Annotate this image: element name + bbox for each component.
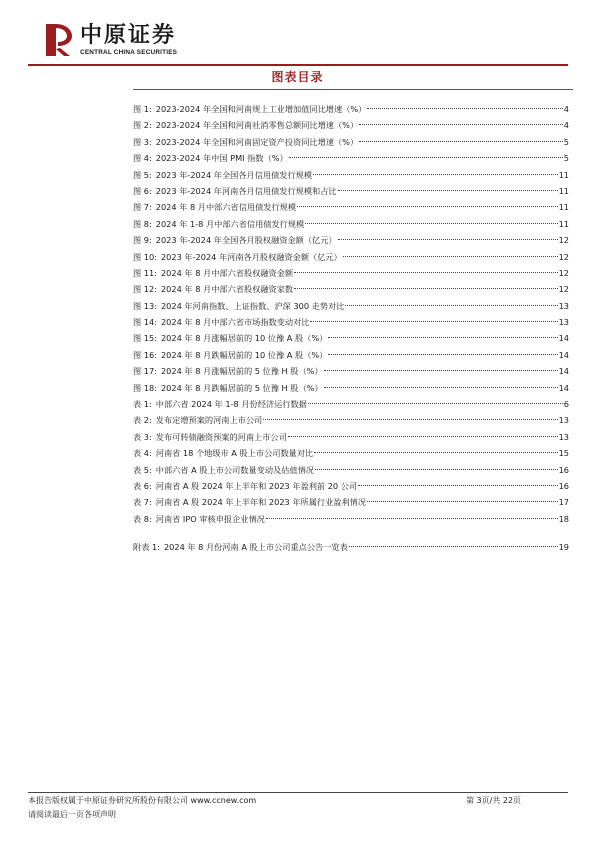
toc-leader-dots bbox=[328, 354, 557, 355]
toc-entry-page: 11 bbox=[558, 218, 569, 229]
toc-entry-page: 13 bbox=[558, 300, 569, 311]
toc-entry-label: 表 3: bbox=[133, 431, 152, 442]
toc-leader-dots bbox=[315, 469, 558, 470]
toc-entry[interactable] bbox=[133, 511, 569, 527]
toc-entry-title: 2024 年 8 月涨幅居前的 5 位豫 H 股（%） bbox=[160, 366, 323, 377]
toc-entry-page: 6 bbox=[563, 399, 569, 409]
toc-leader-dots bbox=[349, 546, 558, 547]
toc-entry-page: 15 bbox=[558, 448, 569, 459]
appendix-list bbox=[133, 539, 569, 555]
toc-entry-page: 13 bbox=[558, 415, 569, 426]
table-list bbox=[133, 396, 569, 527]
toc-entry-page: 16 bbox=[558, 464, 569, 475]
toc-entry-page: 17 bbox=[558, 497, 569, 508]
toc-entry-label: 表 4: bbox=[133, 448, 152, 459]
toc-entry-title: 2023 年-2024 年河南各月信用债发行规模和占比 bbox=[155, 185, 337, 196]
toc-entry-label: 图 14: bbox=[133, 317, 157, 328]
toc-entry-label: 图 12: bbox=[133, 284, 157, 295]
footer-page-number: 第 3页/共 22页 bbox=[466, 796, 522, 805]
toc-entry[interactable] bbox=[133, 412, 569, 428]
toc-entry-title: 2023 年-2024 年全国各月信用债发行规模 bbox=[155, 169, 313, 180]
toc-leader-dots bbox=[294, 272, 558, 273]
toc-leader-dots bbox=[359, 141, 563, 142]
toc-entry-label: 图 13: bbox=[133, 300, 157, 311]
toc-leader-dots bbox=[294, 288, 558, 289]
title-divider bbox=[133, 89, 573, 90]
toc-leader-dots bbox=[314, 452, 557, 453]
toc-entry-page: 12 bbox=[558, 251, 569, 262]
toc-entry-title: 2024 年 8 月跌幅居前的 5 位豫 H 股（%） bbox=[160, 382, 323, 393]
toc-entry-title: 2024 年 8 月中部六省股权融资金额 bbox=[160, 267, 294, 278]
toc-entry[interactable] bbox=[133, 445, 569, 461]
toc-entry-label: 图 5: bbox=[133, 169, 152, 180]
toc-entry-page: 4 bbox=[563, 104, 569, 114]
toc-entry-label: 图 6: bbox=[133, 185, 152, 196]
toc-entry-title: 中部六省 A 股上市公司数量变动及估值情况 bbox=[155, 464, 314, 475]
toc-entry-label: 图 8: bbox=[133, 218, 152, 229]
toc-entry-page: 14 bbox=[558, 382, 569, 393]
toc-entry[interactable] bbox=[133, 494, 569, 510]
toc-leader-dots bbox=[289, 157, 563, 158]
toc-entry-label: 附表 1: bbox=[133, 542, 160, 552]
toc-entry-title: 2023-2024 年全国和河南规上工业增加值同比增速（%） bbox=[155, 104, 367, 114]
toc-entry-label: 图 9: bbox=[133, 235, 152, 246]
toc-entry[interactable] bbox=[133, 330, 569, 346]
toc-entry-label: 图 17: bbox=[133, 366, 157, 377]
toc-entry-page: 16 bbox=[558, 480, 569, 491]
toc-entry-title: 2024 年 8 月中部六省股权融资家数 bbox=[160, 284, 294, 295]
toc-entry[interactable] bbox=[133, 249, 569, 265]
toc-entry[interactable] bbox=[133, 429, 569, 445]
footer-disclaimer: 请阅读最后一页各项声明 bbox=[28, 810, 116, 819]
toc-leader-dots bbox=[345, 305, 557, 306]
header-divider bbox=[28, 64, 568, 66]
toc-entry-label: 图 2: bbox=[133, 120, 152, 131]
toc-entry[interactable] bbox=[133, 134, 569, 150]
toc-entry-page: 12 bbox=[558, 284, 569, 295]
toc-entry-title: 中部六省 2024 年 1-8 月份经济运行数据 bbox=[155, 399, 307, 409]
toc-entry[interactable] bbox=[133, 183, 569, 199]
toc-leader-dots bbox=[310, 321, 557, 322]
toc-entry[interactable] bbox=[133, 396, 569, 412]
toc-leader-dots bbox=[266, 518, 558, 519]
toc-entry-title: 2023-2024 年全国和河南社消零售总额同比增速（%） bbox=[155, 120, 359, 131]
toc-entry-label: 图 1: bbox=[133, 104, 152, 114]
toc-entry[interactable] bbox=[133, 199, 569, 215]
toc-leader-dots bbox=[297, 206, 558, 207]
toc-entry-title: 2024 年 8 月跌幅居前的 10 位豫 A 股（%） bbox=[160, 349, 328, 360]
toc-entry-label: 图 4: bbox=[133, 153, 152, 164]
toc-entry[interactable] bbox=[133, 265, 569, 281]
toc-entry-title: 河南省 18 个地级市 A 股上市公司数量对比 bbox=[155, 448, 314, 459]
toc-entry-label: 表 7: bbox=[133, 497, 152, 508]
logo-english-name: CENTRAL CHINA SECURITIES bbox=[80, 49, 178, 56]
toc-entry-title: 2023 年-2024 年河南各月股权融资金额（亿元） bbox=[160, 251, 342, 262]
toc-entry-label: 图 10: bbox=[133, 251, 157, 262]
toc-entry-label: 图 3: bbox=[133, 136, 152, 147]
toc-entry-label: 图 15: bbox=[133, 333, 157, 344]
toc-entry-label: 图 7: bbox=[133, 202, 152, 213]
toc-entry-title: 2024 年 8 月份河南 A 股上市公司重点公告一览表 bbox=[163, 542, 348, 552]
toc-entry[interactable] bbox=[133, 363, 569, 379]
toc-entry-title: 河南省 A 股 2024 年上半年和 2023 年所属行业盈利情况 bbox=[155, 497, 367, 508]
toc-entry-title: 河南省 A 股 2024 年上半年和 2023 年盈利前 20 公司 bbox=[155, 480, 358, 491]
toc-leader-dots bbox=[367, 108, 562, 109]
page-header bbox=[28, 18, 568, 62]
toc-entry-label: 表 8: bbox=[133, 513, 152, 524]
toc-leader-dots bbox=[324, 387, 558, 388]
toc-leader-dots bbox=[367, 501, 558, 502]
toc-leader-dots bbox=[288, 436, 558, 437]
toc-entry[interactable] bbox=[133, 478, 569, 494]
toc-entry[interactable] bbox=[133, 462, 569, 478]
toc-leader-dots bbox=[359, 124, 563, 125]
toc-entry[interactable] bbox=[133, 117, 569, 133]
toc-entry-title: 2023 年-2024 年全国各月股权融资金额（亿元） bbox=[155, 235, 337, 246]
toc-entry-title: 发布定增预案的河南上市公司 bbox=[155, 415, 263, 426]
page-title: 图表目录 bbox=[271, 70, 324, 84]
toc-entry-title: 发布可转债融资预案的河南上市公司 bbox=[155, 431, 287, 442]
toc-entry-label: 表 2: bbox=[133, 415, 152, 426]
footer-copyright: 本报告版权属于中原证券研究所股份有限公司 www.ccnew.com bbox=[28, 796, 257, 805]
toc-entry[interactable] bbox=[133, 216, 569, 232]
toc-entry-title: 2024 年 1-8 月中部六省信用债发行规模 bbox=[155, 218, 305, 229]
toc-entry-page: 11 bbox=[558, 185, 569, 196]
footer-divider bbox=[28, 792, 568, 793]
toc-entry-page: 14 bbox=[558, 333, 569, 344]
logo-chinese-name: 中原证券 bbox=[80, 22, 177, 48]
toc-entry-page: 4 bbox=[563, 120, 569, 131]
toc-entry-title: 河南省 IPO 审核申报企业情况 bbox=[155, 513, 265, 524]
toc-entry-label: 图 18: bbox=[133, 382, 157, 393]
toc-entry-label: 图 16: bbox=[133, 349, 157, 360]
toc-entry-title: 2024 年 8 月涨幅居前的 10 位豫 A 股（%） bbox=[160, 333, 328, 344]
toc-entry-page: 19 bbox=[558, 542, 569, 552]
toc-entry-page: 12 bbox=[558, 235, 569, 246]
toc-entry-page: 11 bbox=[558, 202, 569, 213]
toc-leader-dots bbox=[305, 223, 557, 224]
toc-entry-page: 18 bbox=[558, 513, 569, 524]
toc-leader-dots bbox=[358, 485, 557, 486]
toc-entry-page: 5 bbox=[563, 136, 569, 147]
toc-entry-title: 2024 年 8 月中部六省市场指数变动对比 bbox=[160, 317, 310, 328]
toc-entry[interactable] bbox=[133, 150, 569, 166]
figure-list bbox=[133, 101, 569, 396]
toc-leader-dots bbox=[338, 190, 558, 191]
toc-entry-title: 2024 年河南指数、上证指数、沪深 300 走势对比 bbox=[160, 300, 345, 311]
toc-entry-label: 表 5: bbox=[133, 464, 152, 475]
toc-entry-label: 表 1: bbox=[133, 399, 152, 409]
toc-entry-page: 14 bbox=[558, 349, 569, 360]
toc-entry[interactable] bbox=[133, 281, 569, 297]
toc-entry[interactable] bbox=[133, 298, 569, 314]
toc-entry-label: 表 6: bbox=[133, 480, 152, 491]
toc-entry-page: 13 bbox=[558, 431, 569, 442]
toc-entry-title: 2023-2024 年中国 PMI 指数（%） bbox=[155, 153, 288, 164]
company-logo-icon bbox=[40, 22, 74, 58]
toc-leader-dots bbox=[324, 370, 558, 371]
toc-leader-dots bbox=[338, 239, 558, 240]
toc-entry[interactable] bbox=[133, 347, 569, 363]
toc-leader-dots bbox=[263, 419, 557, 420]
toc-entry-title: 2024 年 8 月中部六省信用债发行规模 bbox=[155, 202, 297, 213]
toc-entry-page: 13 bbox=[558, 317, 569, 328]
toc-leader-dots bbox=[313, 174, 558, 175]
toc-entry[interactable] bbox=[133, 167, 569, 183]
toc-entry[interactable] bbox=[133, 232, 569, 248]
toc-entry-page: 12 bbox=[558, 267, 569, 278]
toc-entry-label: 图 11: bbox=[133, 267, 157, 278]
toc-entry[interactable] bbox=[133, 101, 569, 117]
toc-entry-page: 11 bbox=[558, 169, 569, 180]
toc-leader-dots bbox=[343, 256, 558, 257]
toc-entry-title: 2023-2024 年全国和河南固定资产投资同比增速（%） bbox=[155, 136, 359, 147]
toc-entry[interactable] bbox=[133, 539, 569, 555]
toc-leader-dots bbox=[308, 403, 563, 404]
toc-entry[interactable] bbox=[133, 314, 569, 330]
toc-entry-page: 5 bbox=[563, 153, 569, 164]
toc-leader-dots bbox=[328, 337, 557, 338]
toc-entry-page: 14 bbox=[558, 366, 569, 377]
toc-entry[interactable] bbox=[133, 380, 569, 396]
